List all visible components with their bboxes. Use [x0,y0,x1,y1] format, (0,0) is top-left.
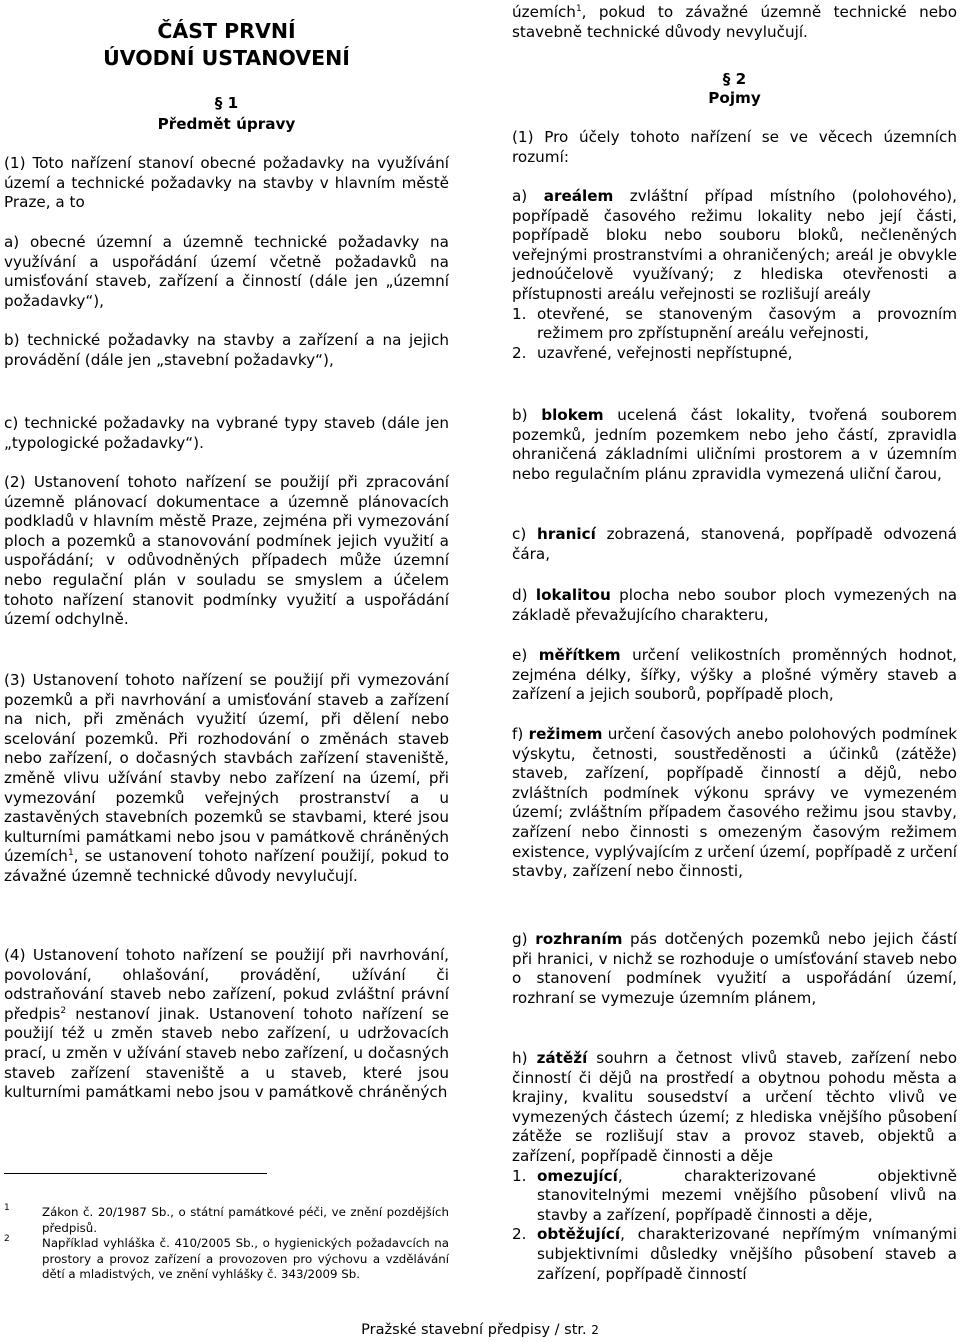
term-rozhranim: rozhraním [535,930,623,948]
paragraph-1-a: a) obecné územní a územně technické požadavky na využívání a uspořádání území včetně požadavků na umisťování staveb, zařízení a činností (dále jen „územní požadavky“), [4,233,449,310]
part-title: ČÁST PRVNÍ [157,19,296,43]
section-2-number: § 2 [722,70,747,88]
part-subtitle: ÚVODNÍ USTANOVENÍ [103,46,350,70]
footnote-2-text: Například vyhláška č. 410/2005 Sb., o hygienických požadavcích na prostory a provoz zařízení a provozoven pro výchovu a vzdělávání dětí a mladistvých, ve znění vyhlášky č. 343/2009 Sb. [42,1236,449,1282]
footnote-1-mark: 1 [4,1203,10,1213]
page-number: 2 [591,1323,599,1337]
footnote-2-mark: 2 [4,1234,10,1244]
paragraph-3: (3) Ustanovení tohoto nařízení se použijí při vymezování pozemků a při navrhování a umisťování staveb a zařízení na nich, při změnách využití území, při dělení nebo scelování pozemků. Při rozhodování o změnách staveb nebo zařízení, o dočasných stavbách zařízení staveniště, změně vlivu užívání stavby nebo zařízení na území, při vymezování pozemků veřejných prostranství a u zastavěných stavebních pozemků se stavbami, které jsou kulturními památkami nebo jsou v památkově chráněných územích$^1$, se ustanovení tohoto nařízení použijí, pokud to závažné územně technické důvody nevylučují. [4,671,449,885]
term-meritkem: měřítkem [538,646,621,664]
footnote-1 [4,1205,449,1236]
definition-a-item-1: 1. otevřené, se stanoveným časovým a provozním režimem pro zpřístupnění areálu veřejnosti, [512,304,957,343]
definition-c: c) hranicí zobrazená, stanovená, popřípadě odvozená čára, [512,525,957,563]
footnote-1-text: Zákon č. 20/1987 Sb., o státní památkové péči, ve znění pozdějších předpisů. [42,1205,449,1235]
definition-b: b) blokem ucelená část lokality, tvořená souborem pozemků, jedním pozemkem nebo jeho částí, zpravidla ohraničená základními uličními prostorem a v územním nebo regulačním plánu zpravidla vymezená uliční čarou, [512,406,957,483]
continuation-text: územích$^1$, pokud to závažné územně technické nebo stavebně technické důvody nevylučují. [512,3,957,41]
term-zatezi: zátěží [536,1049,588,1067]
footer-text: Pražské stavební předpisy / str. [361,1322,592,1338]
paragraph-1-b: b) technické požadavky na stavby a zařízení a na jejich provádění (dále jen „stavební požadavky“), [4,331,449,369]
definition-a-item-2: 2. uzavřené, veřejnosti nepřístupné, [512,343,793,362]
paragraph-2: (2) Ustanovení tohoto nařízení se použijí při zpracování územně plánovací dokumentace a územně plánovacích podkladů v hlavním městě Praze, zejména při vymezování ploch a pozemků a stanovování podmínek jejich využití a uspořádání; v odůvodněných případech může územní nebo regulační plán v souladu se smyslem a účelem tohoto nařízení stanovit podmínky využití a uspořádání území odchylně. [4,473,449,629]
paragraph-4: (4) Ustanovení tohoto nařízení se použijí při navrhování, povolování, ohlašování, provádění, užívání či odstraňování staveb nebo zařízení, pokud zvláštní právní předpis$^2$ nestanoví jinak. Ustanovení tohoto nařízení se použijí též u změn staveb nebo zařízení, u udržovacích prací, u změn v užívání staveb nebo zařízení, u dočasných staveb zařízení staveniště a u staveb, které jsou kulturními památkami nebo jsou v památkově chráněných [4,946,449,1102]
term-blokem: blokem [541,406,604,424]
term-lokalitou: lokalitou [535,586,611,604]
definition-h: h) zátěží souhrn a četnost vlivů staveb, zařízení nebo činností či dějů na prostředí a obytnou pohodu města a krajiny, kvalitu sousedství a určení těchto vlivů ve vymezených částech území; z hlediska vnějšího působení zátěže se rozlišují stav a provoz staveb, objektů a zařízení, popřípadě činnosti a děje 1. omezující, charakterizované objektivně stanovitelnými mezemi vnějšího působení vlivů na stavby a zařízení, popřípadě činnosti a děje, 2. obtěžující, charakterizované nepřímým vnímanými subjektivními důsledky vnějšího působení staveb a zařízení, popřípadě činností [512,1049,957,1283]
definition-d: d) lokalitou plocha nebo soubor ploch vymezených na základě převažujícího charakteru, [512,586,957,624]
definition-a: a) areálem zvláštní případ místního (polohového), popřípadě časového režimu lokality nebo její části, popřípadě bloku nebo souboru bloků, nečleněných veřejnými prostranstvími a ohraničených; areál je obvykle jednoúčelově využívaný; z hlediska otevřenosti a přístupnosti areálu veřejnosti se rozlišují areály 1. otevřené, se stanoveným časovým a provozním režimem pro zpřístupnění areálu veřejnosti, 2. uzavřené, veřejnosti nepřístupné, [512,187,958,362]
definition-h-item-2: 2. obtěžující, charakterizované nepřímým vnímanými subjektivními důsledky vnějšího působení staveb a zařízení, popřípadě činností [512,1225,957,1283]
section-1-title: Předmět úpravy [157,115,296,133]
definition-f: f) režimem určení časových anebo polohových podmínek výskytu, četnosti, soustředěnosti a účinků (zátěže) staveb, zařízení, popřípadě činností a dějů, nebo zvláštních podmínek výkonu správy ve vymezeném území; zvláštním případem časového režimu jsou stavby, zařízení nebo činnosti s omezeným časovým režimem existence, vyplývajícím z určení území, popřípadě z určení stavby, zařízení nebo činnosti, [512,725,957,881]
paragraph-1: (1) Toto nařízení stanoví obecné požadavky na využívání území a technické požadavky na stavby v hlavním městě Praze, a to [4,154,449,212]
term-hranici: hranicí [537,525,596,543]
paragraph-1-c: c) technické požadavky na vybrané typy staveb (dále jen „typologické požadavky“). [4,414,449,452]
section-1-number: § 1 [214,94,239,112]
definition-g: g) rozhraním pás dotčených pozemků nebo jejich částí při hranici, v nichž se rozhoduje o umísťování staveb nebo o stanovení podmínek využití a uspořádání území, rozhraní se vymezuje územním plánem, [512,930,957,1007]
page-footer [0,1322,960,1338]
definition-e: e) měřítkem určení velikostních proměnných hodnot, zejména délky, šířky, výšky a plošné výměry staveb a zařízení a jejich souborů, popřípadě ploch, [512,646,957,704]
section-2-title: Pojmy [708,89,761,107]
footnote-2 [4,1236,449,1283]
term-rezimem: režimem [528,725,603,743]
footnote-divider [4,1173,267,1174]
definition-h-item-1: 1. omezující, charakterizované objektivně stanovitelnými mezemi vnějšího působení vlivů na stavby a zařízení, popřípadě činnosti a děje, [512,1166,957,1224]
term-arealem: areálem [543,187,614,205]
definitions-intro: (1) Pro účely tohoto nařízení se ve věcech územních rozumí: [512,128,957,166]
